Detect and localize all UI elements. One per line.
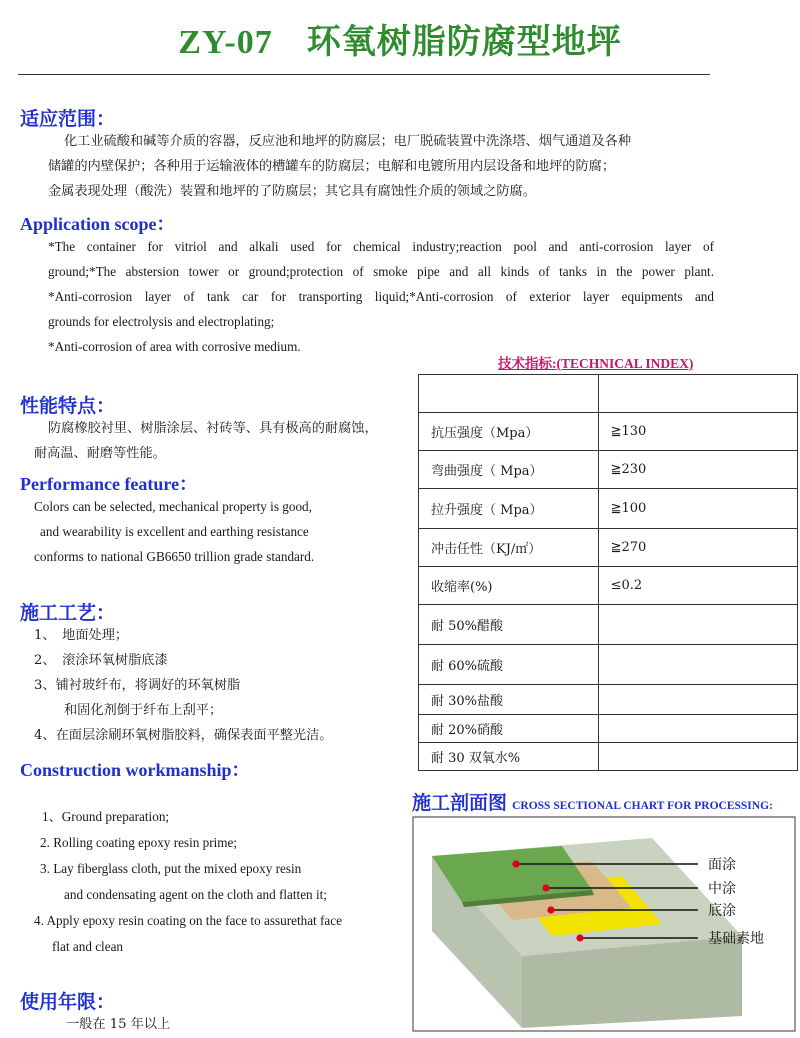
page-title [0,14,800,63]
table-row [419,605,798,645]
spec-name: 耐 20%硝酸 [419,715,599,743]
spec-value [598,715,797,743]
table-row [419,743,798,771]
construction-text-cn [34,623,414,748]
construction-step-en-1: 1、Ground preparation; [42,809,170,824]
spec-value [598,743,797,771]
construction-step-cn-2: 2、 滚涂环氧树脂底漆 [34,653,168,668]
cross-section-title-en: CROSS SECTIONAL CHART FOR PROCESSING: [512,800,773,812]
technical-index-table [418,374,798,771]
performance-line-cn-1: 防腐橡胶衬里、树脂涂层、衬砖等、具有极高的耐腐蚀， [48,421,378,436]
performance-text-en [34,494,414,569]
application-line-en-2: ground;*The abstersion tower or ground;protection of smoke pipe and all kinds of tanks in the power plant. [48,264,714,279]
spec-name: 耐 30%盐酸 [419,685,599,715]
table-row [419,685,798,715]
layer-label-substrate: 基础素地 [708,931,764,947]
spec-name: 弯曲强度（ Mpa） [419,451,599,489]
application-heading-cn: 适应范围： [20,108,116,130]
construction-step-en-4b: flat and clean [52,939,124,954]
spec-value [598,685,797,715]
spec-name: 抗压强度（Mpa） [419,413,599,451]
performance-line-en-3: conforms to national GB6650 trillion grade standard. [34,549,315,564]
application-heading-en: Application scope： [20,214,175,234]
layer-marker [542,884,549,891]
application-line-en-5: *Anti-corrosion of area with corrosive medium. [48,339,301,354]
table-row [419,715,798,743]
application-line-cn-1: 化工业硫酸和碱等介质的容器，反应池和地坪的防腐层；电厂脱硫装置中洗涤塔、烟气通道及各种 [64,134,632,149]
spec-value: ≧230 [598,451,797,489]
cross-section-diagram [412,816,796,1032]
technical-index-label: 技术指标:(TECHNICAL INDEX) [498,356,694,371]
spec-name: 耐 50%醋酸 [419,605,599,645]
cross-section-title [412,788,773,815]
application-line-cn-3: 金属表现处理（酸洗）装置和地坪的了防腐层；其它具有腐蚀性介质的领域之防腐。 [48,184,536,199]
spec-name: 耐 60%硫酸 [419,645,599,685]
layer-label-top-coat: 面涂 [708,857,736,873]
performance-line-en-1: Colors can be selected, mechanical property is good, [34,499,312,514]
title-divider [18,74,710,75]
construction-step-en-2: 2. Rolling coating epoxy resin prime; [40,835,238,850]
performance-text-cn [34,416,414,466]
layer-marker [576,934,583,941]
spec-value [598,375,797,413]
spec-name: 耐 30 双氧水% [419,743,599,771]
cross-section-title-cn: 施工剖面图 [412,792,508,814]
construction-step-en-3b: and condensating agent on the cloth and flatten it; [64,887,327,902]
spec-name [419,375,599,413]
performance-line-cn-2: 耐高温、耐磨等性能。 [34,446,166,461]
application-line-en-1: *The container for vitriol and alkali used for chemical industry;reaction pool and anti-corrosion layer of [48,239,714,254]
construction-step-cn-3b: 和固化剂倒于纤布上刮平； [64,703,223,718]
table-row [419,529,798,567]
application-line-cn-2: 储罐的内壁保护；各种用于运输液体的槽罐车的防腐层；电解和电镀所用内层设备和地坪的防腐； [48,159,616,174]
construction-heading-en: Construction workmanship： [20,760,250,780]
spec-name: 拉升强度（ Mpa） [419,489,599,529]
layer-label-primer: 底涂 [708,903,736,919]
service-life-text: 一般在 15 年以上 [66,1017,171,1032]
performance-line-en-2: and wearability is excellent and earthing resistance [40,524,309,539]
construction-step-en-3: 3. Lay fiberglass cloth, put the mixed epoxy resin [40,861,302,876]
spec-name: 收缩率(%) [419,567,599,605]
application-line-en-4: grounds for electrolysis and electroplating; [48,314,275,329]
product-code: ZY-07 [178,24,273,61]
spec-value [598,645,797,685]
performance-heading-cn: 性能特点： [20,395,116,417]
table-row [419,645,798,685]
construction-step-cn-4: 4、在面层涂刷环氧树脂胶料，确保表面平整光洁。 [34,728,333,743]
construction-step-cn-1: 1、 地面处理； [34,628,129,643]
product-name: 环氧树脂防腐型地坪 [306,24,622,61]
layer-label-middle-coat: 中涂 [708,881,736,897]
spec-value: ≧130 [598,413,797,451]
construction-heading-cn: 施工工艺： [20,602,116,624]
spec-value [598,605,797,645]
spec-value: ≧100 [598,489,797,529]
construction-step-en-4: 4. Apply epoxy resin coating on the face to assurethat face [34,913,342,928]
spec-name: 冲击任性（KJ/㎡） [419,529,599,567]
table-row [419,375,798,413]
application-text-cn [48,129,708,204]
performance-heading-en: Performance feature： [20,474,198,494]
service-life-heading: 使用年限： [20,991,116,1013]
layer-marker [547,906,554,913]
construction-text-en [34,804,414,960]
spec-value: ≤0.2 [598,567,797,605]
spec-value: ≧270 [598,529,797,567]
table-row [419,489,798,529]
layer-marker [512,860,519,867]
application-text-en [48,234,714,359]
table-row [419,451,798,489]
application-line-en-3: *Anti-corrosion layer of tank car for transporting liquid;*Anti-corrosion of exterior layer equipments and [48,289,714,304]
construction-step-cn-3: 3、铺衬玻纤布，将调好的环氧树脂 [34,678,241,693]
table-row [419,567,798,605]
table-row [419,413,798,451]
